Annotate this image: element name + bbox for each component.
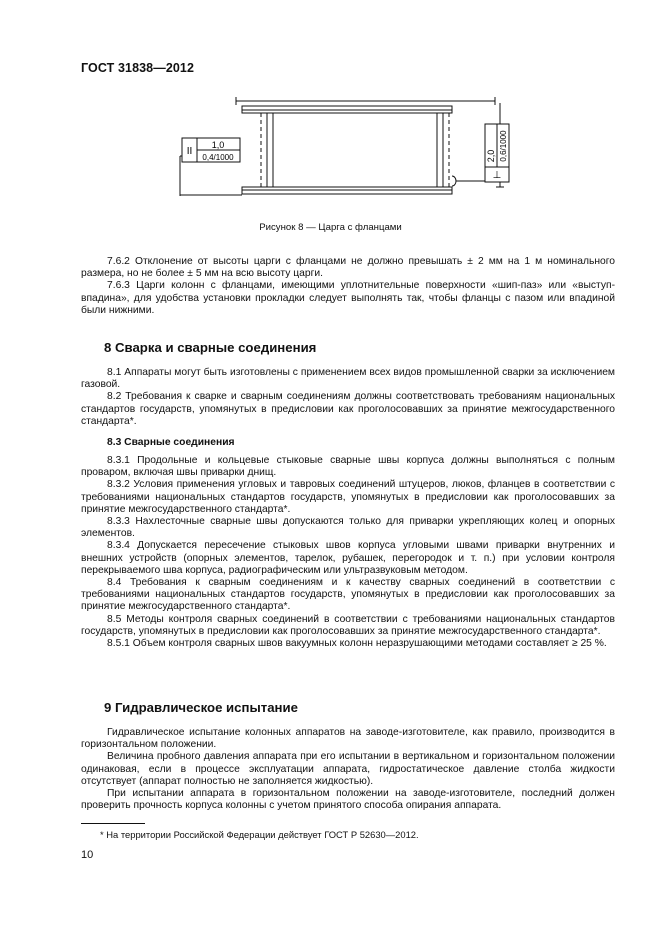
figure-flanged-shell [170, 94, 540, 214]
left-tolerance-value: 1,0 [211, 140, 225, 150]
paragraph-8-2: 8.2 Требования к сварке и сварным соединениям должны соответствовать требованиям национальных стандартов государств, упомянутых в предисловии как проголосовавших за принятие межгосударственного стандарта*. [81, 391, 615, 427]
section-8-title: 8 Сварка и сварные соединения [104, 340, 317, 355]
parallelism-symbol: II [186, 146, 193, 157]
perpendicularity-symbol: ⊥ [492, 170, 502, 181]
left-tolerance-frame [182, 138, 240, 162]
datum-mark [452, 176, 456, 186]
section-8-body [81, 455, 615, 650]
footnote: * На территории Российской Федерации действует ГОСТ Р 52630—2012. [100, 829, 419, 840]
subsection-8-3-title: 8.3 Сварные соединения [107, 437, 235, 448]
paragraph-8-3-4: 8.3.4 Допускается пересечение стыковых швов корпуса угловыми швами приварки внутренних и внешних устройств (опорных элементов, тарелок, рубашек, перегородок и т. п.) при условии контроля перекрываемого шва корпуса, радиографическим или ультразвуковым методом. [81, 540, 615, 576]
paragraph-8-3-1: 8.3.1 Продольные и кольцевые стыковые сварные швы корпуса должны выполняться с полным проваром, включая швы приварки днищ. [81, 455, 615, 479]
left-tolerance-ratio: 0,4/1000 [202, 153, 234, 162]
paragraph-8-3-3: 8.3.3 Нахлесточные сварные швы допускаются только для приварки укрепляющих колец и опорных элементов. [81, 516, 615, 540]
figure-caption: Рисунок 8 — Царга с фланцами [259, 222, 402, 233]
right-tolerance-value: 2,0 [486, 149, 496, 163]
paragraph-8-3-2: 8.3.2 Условия применения угловых и тавровых соединений штуцеров, люков, фланцев в соответствии с требованиями национальных стандартов государств, упомянутых в предисловии как проголосовавших за принятие межгосударственного стандарта*. [81, 479, 615, 515]
paragraph-8-5: 8.5 Методы контроля сварных соединений в соответствии с требованиями национальных стандартов государств, упомянутых в предисловии как проголосовавших за принятие межгосударственного стандарта*. [81, 613, 615, 637]
section-8-intro [81, 367, 615, 428]
right-tolerance-ratio: 0,6/1000 [499, 130, 508, 162]
paragraph-9-2: Величина пробного давления аппарата при его испытании в вертикальном и горизонтальном положении одинаковая, если в процессе эксплуатации аппарата, гидростатическое давление столба жидкости отсутствует (аппарат полностью не заполняется жидкостью). [81, 751, 615, 787]
paragraph-7-6-3: 7.6.3 Царги колонн с фланцами, имеющими уплотнительные поверхности «шип-паз» или «выступ-впадина», для удобства установки прокладки следует выполнять так, чтобы фланцы с пазом или впадиной были нижними. [81, 280, 615, 316]
page-number: 10 [81, 849, 94, 861]
paragraph-8-1: 8.1 Аппараты могут быть изготовлены с применением всех видов промышленной сварки за исключением газовой. [81, 367, 615, 391]
paragraph-8-4: 8.4 Требования к сварным соединениям и к качеству сварных соединений в соответствии с требованиями национальных стандартов государств, упомянутых в предисловии как проголосовавших за принятие межгосударственного стандарта*. [81, 577, 615, 613]
paragraph-7-6-2: 7.6.2 Отклонение от высоты царги с фланцами не должно превышать ± 2 мм на 1 м номинального размера, но не более ± 5 мм на всю высоту царги. [81, 256, 615, 280]
paragraph-9-3: При испытании аппарата в горизонтальном положении на заводе-изготовителе, последний должен проверить прочность корпуса колонны с учетом принятого способа опирания аппарата. [81, 788, 615, 812]
right-tolerance-frame [485, 124, 509, 182]
page-header: ГОСТ 31838—2012 [81, 61, 195, 75]
section-9-body [81, 727, 615, 812]
footnote-separator [81, 823, 145, 824]
paragraphs-7 [81, 256, 615, 317]
paragraph-8-5-1: 8.5.1 Объем контроля сварных швов вакуумных колонн неразрушающими методами составляет ≥ 25 %. [107, 638, 607, 650]
section-9-title: 9 Гидравлическое испытание [104, 700, 298, 715]
paragraph-9-1: Гидравлическое испытание колонных аппаратов на заводе-изготовителе, как правило, производится в горизонтальном положении. [81, 727, 615, 751]
